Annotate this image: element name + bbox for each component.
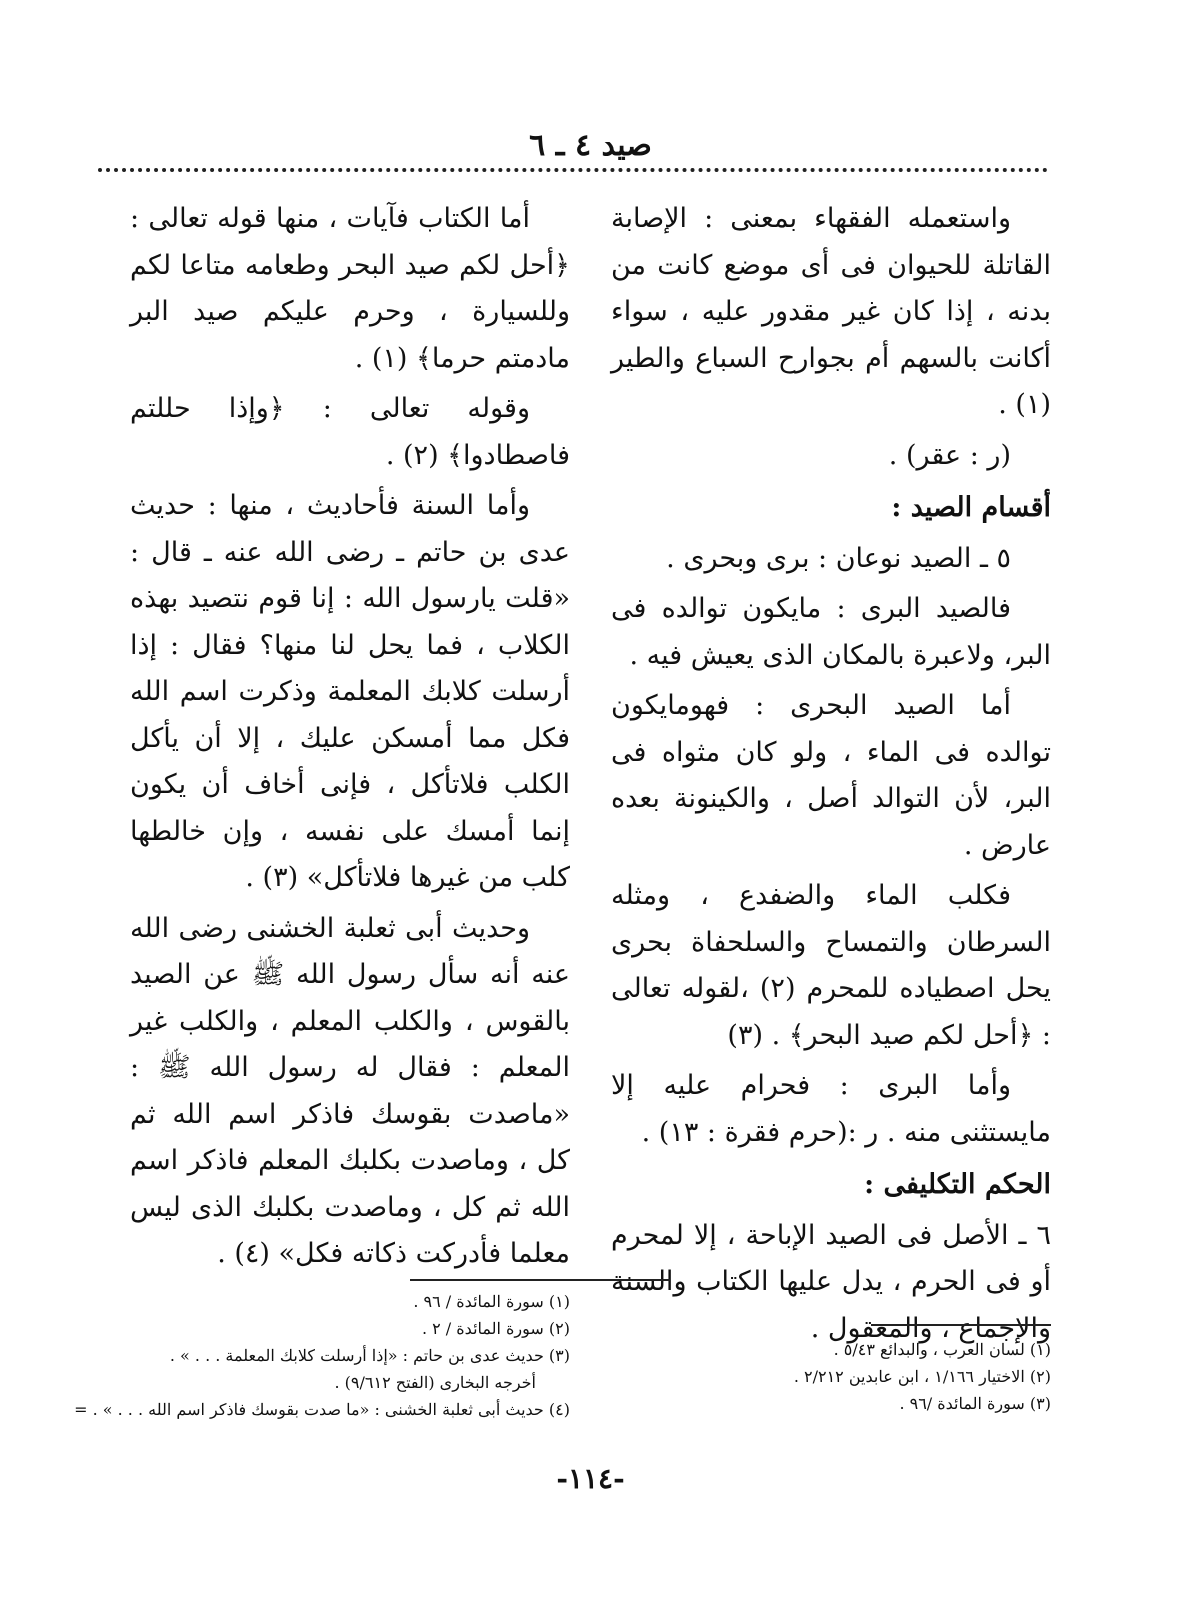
header-dotted-rule <box>98 168 1048 172</box>
heading-types-of-hunting: أقسام الصيد : <box>891 492 1051 523</box>
footnotes-right <box>611 1336 1051 1417</box>
footnote-continuation: أخرجه البخارى (الفتح ٩/٦١٢) . <box>334 1373 536 1392</box>
paragraph-cross-reference: (ر : عقر) . <box>888 439 1011 471</box>
paragraph-section-6: ٦ ـ الأصل فى الصيد الإباحة ، إلا لمحرم أو فى الحرم ، يدل عليها الكتاب والسنة والإجماع ، والمعقول . <box>611 1219 1051 1344</box>
footnote: (١) لسان العرب ، والبدائع ٥/٤٣ . <box>833 1340 1051 1359</box>
running-header: صيد ٤ ـ ٦ <box>529 128 652 163</box>
page-number: -١١٤- <box>556 1462 625 1495</box>
footnote: (٤) حديث أبى ثعلبة الخشنى : «ما صدت بقوسك فاذكر اسم الله . . . » . = <box>74 1400 570 1419</box>
footnote: (٣) حديث عدى بن حاتم : «إذا أرسلت كلابك المعلمة . . . » . <box>169 1346 570 1365</box>
footnote: (٢) الاختيار ١/١٦٦ ، ابن عابدين ٢/٢١٢ . <box>793 1367 1051 1386</box>
paragraph-section-5: ٥ ـ الصيد نوعان : برى وبحرى . <box>666 542 1011 574</box>
paragraph-sea-hunting: أما الصيد البحرى : فهومايكون توالده فى الماء ، ولو كان مثواه فى البر، لأن التوالد أصل ، والكينونة بعده عارض . <box>611 690 1051 861</box>
footnote: (٢) سورة المائدة / ٢ . <box>421 1319 570 1338</box>
paragraph-definition: واستعمله الفقهاء بمعنى : الإصابة القاتلة للحيوان فى أى موضع كانت من بدنه ، إذا كان غير مقدور عليه ، سواء أكانت بالسهم أم بجوارح السباع والطير (١) . <box>611 203 1051 420</box>
footnote: (١) سورة المائدة / ٩٦ . <box>413 1292 570 1311</box>
heading-legal-ruling: الحكم التكليفى : <box>864 1169 1051 1200</box>
footnotes-left <box>74 1288 570 1423</box>
right-column <box>611 196 1051 1356</box>
footnote-rule-left <box>410 1279 670 1281</box>
footnote-rule-right <box>871 1324 1051 1326</box>
footnote: (٣) سورة المائدة /٩٦ . <box>899 1394 1051 1413</box>
paragraph-hadith-thalaba: وحديث أبى ثعلبة الخشنى رضى الله عنه أنه سأل رسول الله ﷺ عن الصيد بالقوس ، والكلب المعلم ، والكلب غير المعلم : فقال له رسول الله ﷺ : «ماصدت بقوسك فاذكر اسم الله ثم كل ، وماصدت بكلبك المعلم فاذكر اسم الله ثم كل ، وماصدت بكلبك الذى ليس معلما فأدركت ذكاته فكل» (٤) . <box>130 912 570 1269</box>
left-column <box>130 196 570 1282</box>
paragraph-examples: فكلب الماء والضفدع ، ومثله السرطان والتمساح والسلحفاة بحرى يحل اصطياده للمحرم (٢) ،لقوله تعالى : ﴿أحل لكم صيد البحر﴾ . (٣) <box>611 880 1051 1051</box>
paragraph-second-verse: وقوله تعالى : ﴿وإذا حللتم فاصطادوا﴾ (٢) . <box>130 393 570 471</box>
paragraph-land-hunting: فالصيد البرى : مايكون توالده فى البر، ولاعبرة بالمكان الذى يعيش فيه . <box>611 593 1051 671</box>
paragraph-land-forbidden: وأما البرى : فحرام عليه إلا مايستثنى منه . ر :(حرم فقرة : ١٣) . <box>611 1070 1051 1148</box>
paragraph-hadith-adi: وأما السنة فأحاديث ، منها : حديث عدى بن حاتم ـ رضى الله عنه ـ قال : «قلت يارسول الله : إنا قوم نتصيد بهذه الكلاب ، فما يحل لنا منها؟ فقال : إذا أرسلت كلابك المعلمة وذكرت اسم الله فكل مما أمسكن عليك ، إلا أن يأكل الكلب فلاتأكل ، فإنى أخاف أن يكون إنما أمسك على نفسه ، وإن خالطها كلب من غيرها فلاتأكل» (٣) . <box>130 490 570 893</box>
paragraph-quran-evidence: أما الكتاب فآيات ، منها قوله تعالى : ﴿أحل لكم صيد البحر وطعامه متاعا لكم وللسيارة ، وحرم عليكم صيد البر مادمتم حرما﴾ (١) . <box>130 203 570 374</box>
